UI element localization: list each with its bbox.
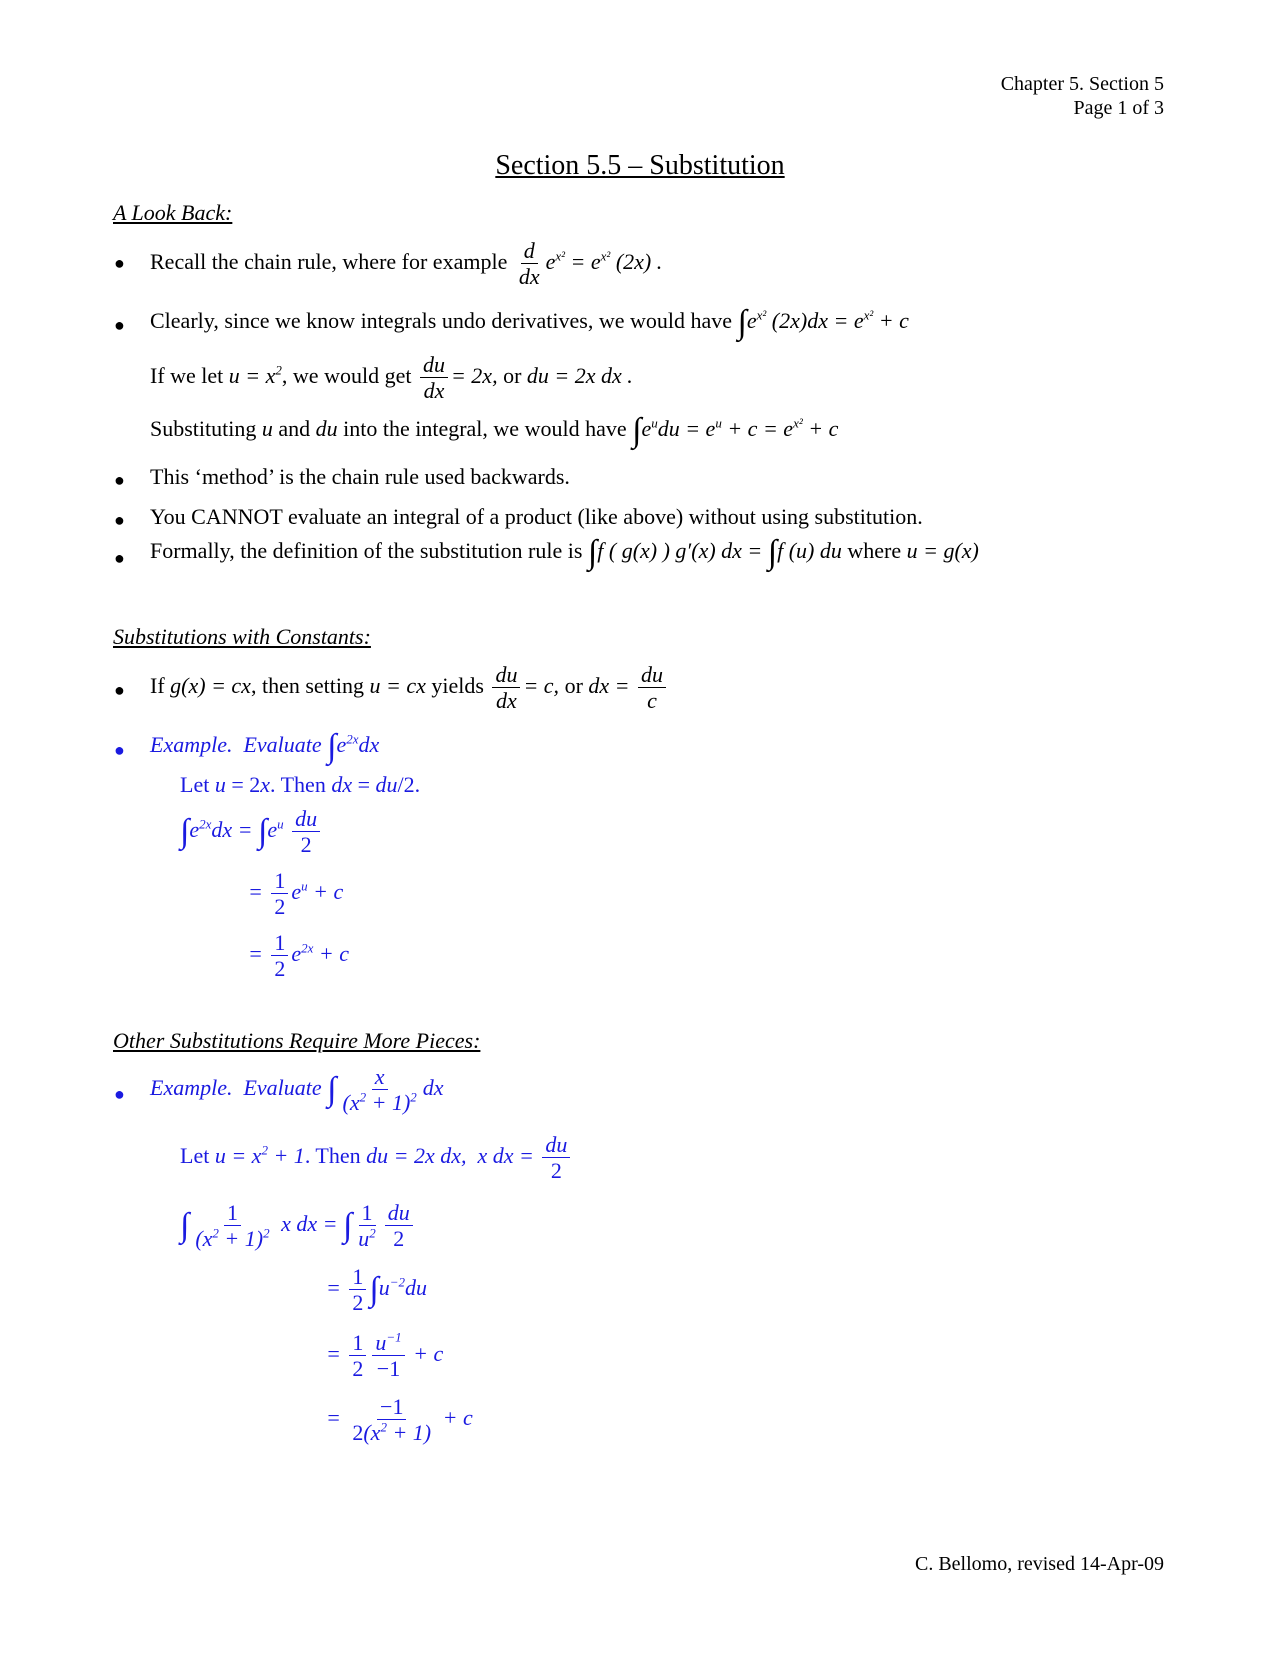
substitution-rule-formula: ∫f ( g(x) ) g′(x) dx = ∫f (u) du xyxy=(587,534,842,571)
bullet-icon: ● xyxy=(114,253,125,273)
example-2-step-2: = $\frac{1}{2}$ $\int u^{-2}du$ xyxy=(326,1264,427,1316)
du-formula: du = 2x dx . xyxy=(526,362,633,388)
du-dx-formula: $\frac{du}{dx}$ = 2x, xyxy=(417,363,498,388)
or-text: or xyxy=(503,362,522,388)
example-label: Example. xyxy=(150,732,233,758)
let-u-line xyxy=(150,352,633,404)
substituting-text: Substituting xyxy=(150,416,257,442)
and-text: and xyxy=(278,416,311,442)
bullet-icon: ● xyxy=(114,740,125,760)
integral-undo-formula: $\int e^{x^2}$ $(2x)dx = e^{x^2} + c$ xyxy=(737,304,909,341)
bullet-icon: ● xyxy=(114,510,125,530)
du-dx-c-formula: $\frac{du}{dx}$ = c, xyxy=(489,673,559,698)
then-text: . Then xyxy=(270,772,326,797)
then-text: . Then xyxy=(304,1142,361,1168)
chain-rule-text: Recall the chain rule, where for example xyxy=(150,248,508,274)
chain-rule-formula: $\frac{d}{dx}$ $e^{x^2} = e^{x^2}$ (2x) . xyxy=(518,238,663,290)
let-text: Let xyxy=(180,772,210,797)
example-2-step-1: ∫ $\frac{1}{(x^2 + 1)^2}$ x dx = ∫ $\frac{1}{u^2}$ $\frac{du}{2}$ xyxy=(180,1200,416,1252)
dx-formula: dx = $\frac{du}{c}$ xyxy=(588,673,669,698)
method-text: This ‘method’ is the chain rule used backwards. xyxy=(150,464,570,489)
setting-text: , then setting xyxy=(250,672,364,698)
bullet-icon: ● xyxy=(114,548,125,568)
u-definition: $u = x^2$ xyxy=(228,362,282,388)
example-2-line xyxy=(150,1064,444,1116)
integral-undo-text: Clearly, since we know integrals undo derivatives, we would have xyxy=(150,308,733,334)
section-heading-constants: Substitutions with Constants: xyxy=(113,624,371,649)
constant-rule-line: If g(x) = cx, then setting u = cx yields $\frac{du}{dx}$ = c, or dx = $\frac{du}{c}$ xyxy=(150,662,669,714)
substituted-integral: $\int e^udu = e^u + c = e^{x^2} + c$ xyxy=(632,412,839,449)
chain-rule-line xyxy=(150,238,662,290)
example-1-step-3: = $\frac{1}{2}$ $e^{2x} + c$ xyxy=(248,930,350,982)
formal-definition-line xyxy=(150,536,979,570)
period-text: . xyxy=(414,772,421,797)
example-label: Example. xyxy=(150,1074,233,1100)
bullet-icon: ● xyxy=(114,315,125,335)
integral-undo-line xyxy=(150,306,909,340)
example-1-let-line: Let u = 2x. Then dx = du/2. xyxy=(180,772,421,797)
would-get-text: , we would get xyxy=(281,362,412,388)
if-text: If xyxy=(150,672,165,698)
section-heading-look-back: A Look Back: xyxy=(113,200,233,225)
example-1-step-1: $\int e^{2x}dx = \int e^u$ $\frac{du}{2}$ xyxy=(180,806,323,858)
section-heading-other: Other Substitutions Require More Pieces: xyxy=(113,1028,481,1053)
chapter-label: Chapter 5. Section 5 xyxy=(1000,73,1164,95)
substituting-line: Substituting u and du into the integral, we would have $\int e^udu = e^u + c = e^{x^2} + c$ xyxy=(150,412,839,449)
page-number: Page 1 of 3 xyxy=(1073,97,1164,119)
let-u-text: If we let xyxy=(150,362,224,388)
yields-text: yields xyxy=(431,672,484,698)
cannot-evaluate-text: You CANNOT evaluate an integral of a product (like above) without using substitution. xyxy=(150,504,923,529)
author-footer: C. Bellomo, revised 14-Apr-09 xyxy=(914,1553,1164,1575)
example-1-integral: $\int e^{2x}dx$ xyxy=(327,728,380,765)
into-integral-text: into the integral, we would have xyxy=(343,416,627,442)
example-1-step-2: = $\frac{1}{2}$ $e^u + c$ xyxy=(248,868,344,920)
example-2-step-4: = $\frac{-1}{2(x^2 + 1)}$ + c xyxy=(326,1394,473,1446)
example-2-integral: ∫ $\frac{x}{(x^2 + 1)^2}$ dx xyxy=(327,1064,444,1116)
bullet-icon: ● xyxy=(114,1084,125,1104)
let-text: Let xyxy=(180,1142,210,1168)
example-1-line xyxy=(150,730,379,764)
example-2-let-line: Let $u = x^2 + 1$. Then du = 2x dx, x dx = $\frac{du}{2}$ xyxy=(180,1132,573,1184)
u-equals-g: u = g(x) xyxy=(906,538,979,564)
evaluate-label: Evaluate xyxy=(243,1074,322,1100)
example-2-step-3: = $\frac{1}{2}$ $\frac{u^{-1}}{-1}$ + c xyxy=(326,1329,444,1382)
page-title: Section 5.5 – Substitution xyxy=(495,150,785,181)
bullet-icon: ● xyxy=(114,470,125,490)
evaluate-label: Evaluate xyxy=(243,732,322,758)
formal-definition-text: Formally, the definition of the substitution rule is xyxy=(150,538,583,564)
where-text: where xyxy=(847,538,902,564)
or-text: or xyxy=(564,672,583,698)
bullet-icon: ● xyxy=(114,680,125,700)
